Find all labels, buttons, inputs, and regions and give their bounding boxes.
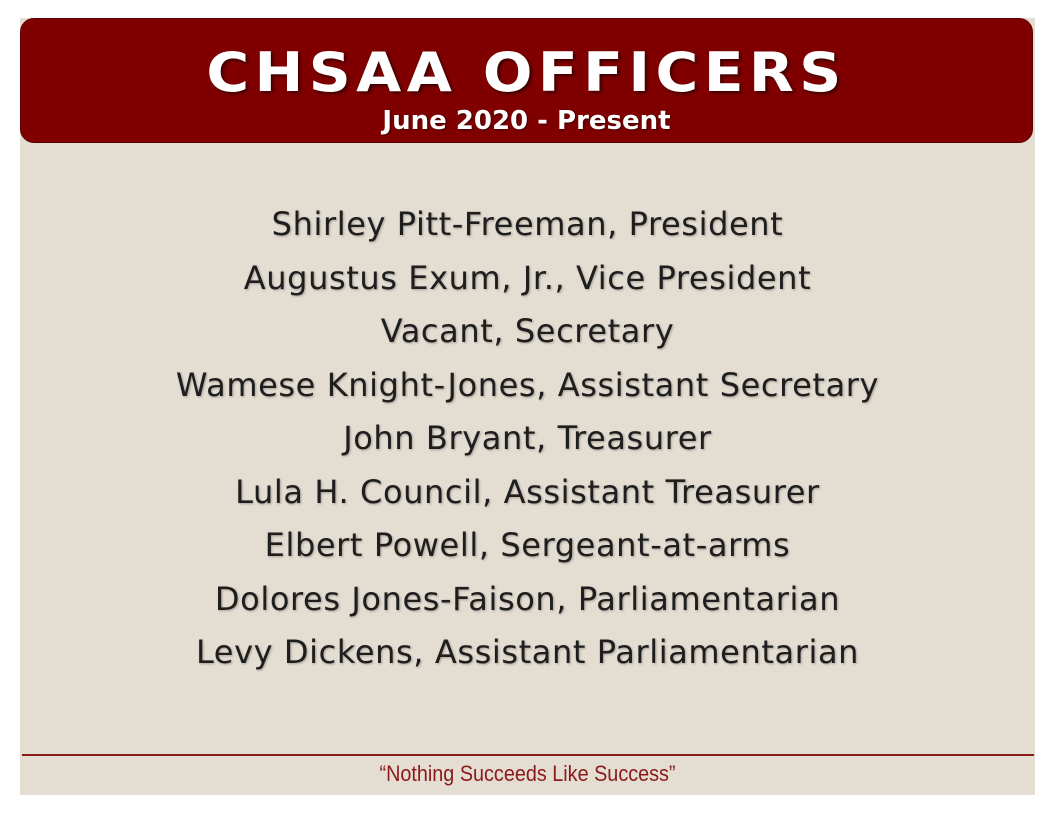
page-title: CHSAA OFFICERS [206,41,847,104]
officer-president: Shirley Pitt-Freeman, President [271,205,784,243]
officer-secretary: Vacant, Secretary [380,312,675,350]
officer-assistant-treasurer: Lula H. Council, Assistant Treasurer [235,472,820,511]
page-subtitle: June 2020 - Present [382,106,671,136]
officer-treasurer: John Bryant, Treasurer [343,419,712,457]
officer-list [20,198,1035,680]
officer-parliamentarian: Dolores Jones-Faison, Parliamentarian [214,579,841,618]
officer-sergeant-at-arms: Elbert Powell, Sergeant-at-arms [264,526,791,564]
footer-motto: “Nothing Succeeds Like Success” [379,761,676,786]
officer-assistant-parliamentarian: Levy Dickens, Assistant Parliamentarian [195,633,860,671]
officer-assistant-secretary: Wamese Knight-Jones, Assistant Secretary [175,365,880,404]
officer-vice-president: Augustus Exum, Jr., Vice President [243,258,812,297]
footer-divider [22,754,1034,756]
title-banner [20,18,1033,143]
